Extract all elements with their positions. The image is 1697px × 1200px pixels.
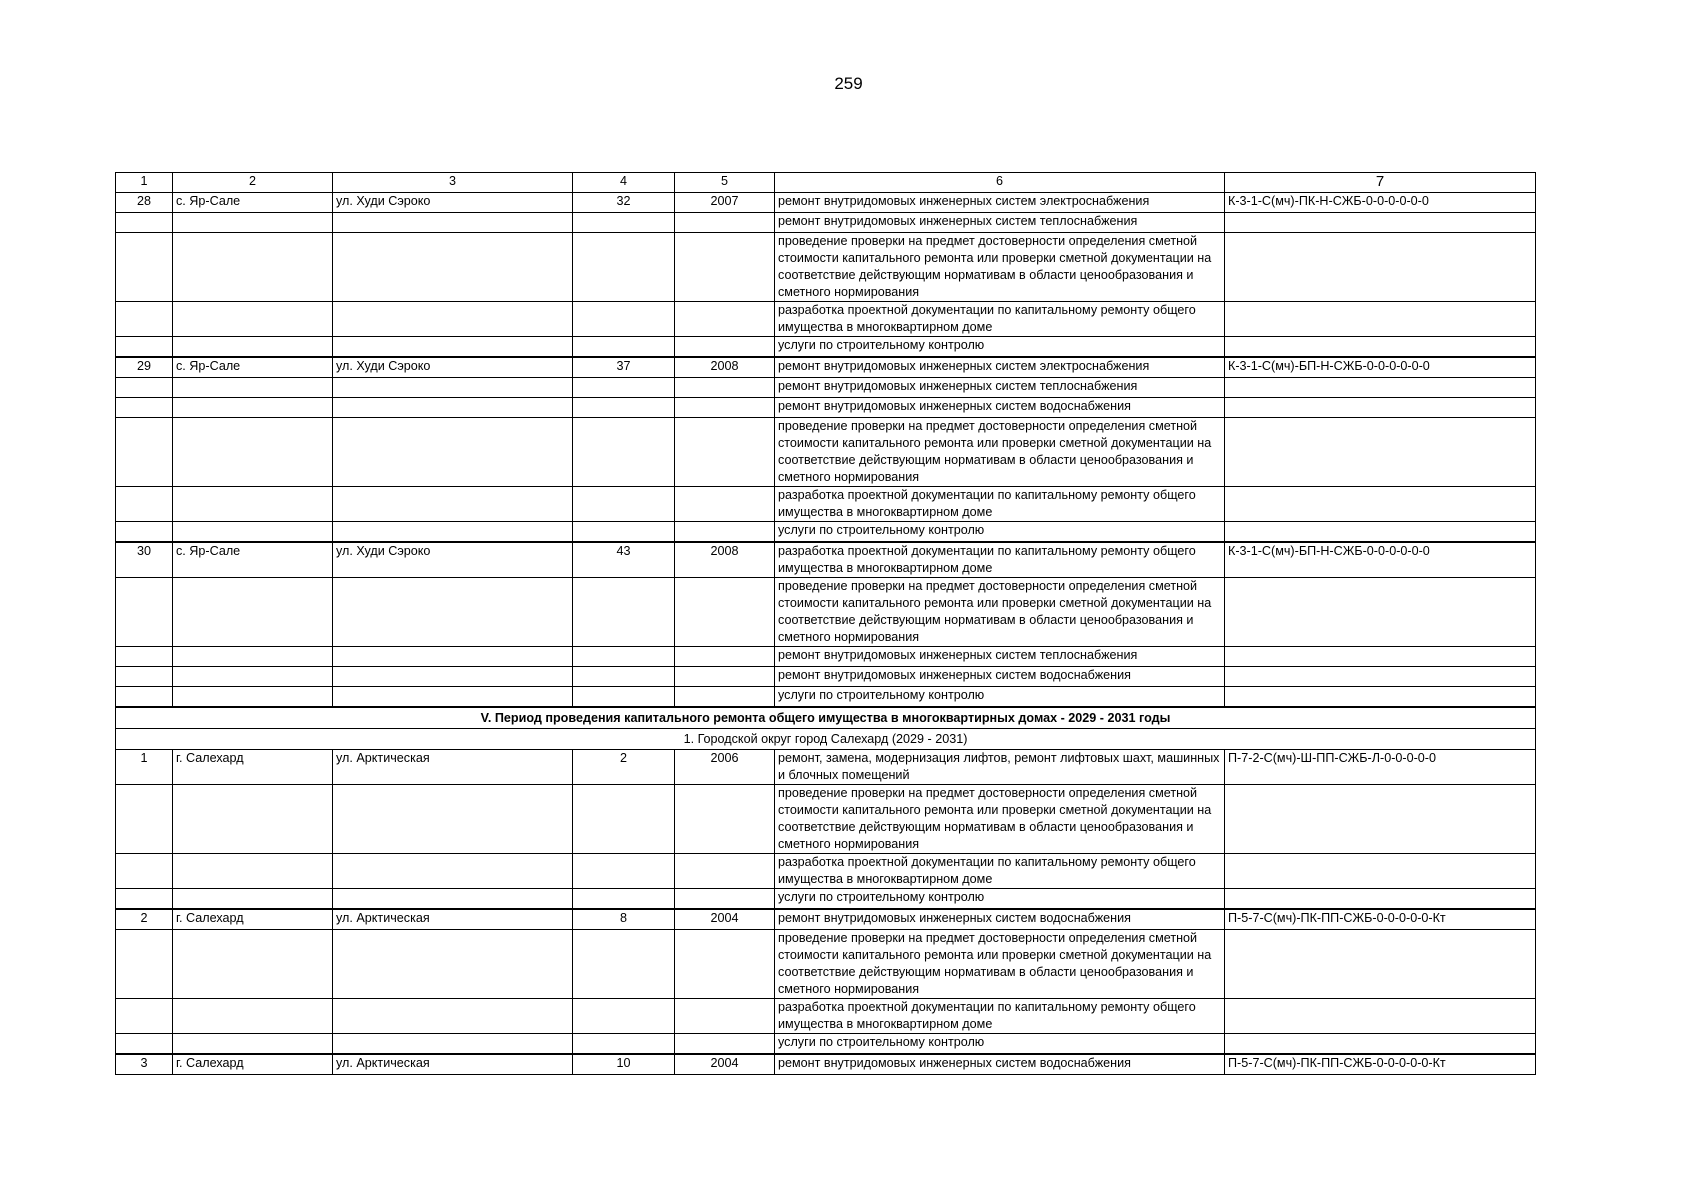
table-row — [116, 909, 1536, 930]
building-code-cell — [1225, 337, 1536, 358]
row-number-cell — [116, 667, 173, 687]
work-type-cell: проведение проверки на предмет достоверности определения сметной стоимости капитального ремонта или проверки сметной документации на соответствие действующим нормативам в области ценообразования и сметного нормирования — [775, 578, 1225, 647]
house-number-cell — [573, 999, 675, 1034]
house-number-cell: 37 — [573, 357, 675, 378]
column-header: 2 — [173, 173, 333, 193]
year-built-cell — [675, 522, 775, 543]
column-header: 7 — [1225, 173, 1536, 193]
table-row — [116, 193, 1536, 213]
house-number-cell — [573, 578, 675, 647]
column-header: 4 — [573, 173, 675, 193]
column-header: 3 — [333, 173, 573, 193]
locality-cell: с. Яр-Сале — [173, 193, 333, 213]
house-number-cell — [573, 1034, 675, 1055]
work-type-cell: разработка проектной документации по капитальному ремонту общего имущества в многоквартирном доме — [775, 999, 1225, 1034]
building-code-cell — [1225, 302, 1536, 337]
table-row — [116, 522, 1536, 543]
work-type-cell: услуги по строительному контролю — [775, 337, 1225, 358]
building-code-cell — [1225, 578, 1536, 647]
year-built-cell — [675, 667, 775, 687]
table-row — [116, 487, 1536, 522]
table-row — [116, 785, 1536, 854]
street-cell — [333, 854, 573, 889]
house-number-cell: 8 — [573, 909, 675, 930]
street-cell — [333, 785, 573, 854]
table-row — [116, 750, 1536, 785]
work-type-cell: услуги по строительному контролю — [775, 889, 1225, 910]
row-number-cell — [116, 378, 173, 398]
year-built-cell: 2006 — [675, 750, 775, 785]
row-number-cell — [116, 889, 173, 910]
street-cell: ул. Арктическая — [333, 750, 573, 785]
row-number-cell — [116, 647, 173, 667]
locality-cell — [173, 213, 333, 233]
building-code-cell — [1225, 522, 1536, 543]
work-type-cell: ремонт внутридомовых инженерных систем теплоснабжения — [775, 647, 1225, 667]
house-number-cell — [573, 930, 675, 999]
house-number-cell — [573, 889, 675, 910]
year-built-cell — [675, 785, 775, 854]
street-cell: ул. Арктическая — [333, 909, 573, 930]
table-row — [116, 418, 1536, 487]
street-cell — [333, 1034, 573, 1055]
row-number-cell — [116, 687, 173, 708]
work-type-cell: услуги по строительному контролю — [775, 1034, 1225, 1055]
street-cell — [333, 302, 573, 337]
building-code-cell: П-5-7-С(мч)-ПК-ПП-СЖБ-0-0-0-0-0-Кт — [1225, 1054, 1536, 1075]
table-row — [116, 542, 1536, 578]
house-number-cell — [573, 337, 675, 358]
work-type-cell: разработка проектной документации по капитальному ремонту общего имущества в многоквартирном доме — [775, 542, 1225, 578]
table-row — [116, 578, 1536, 647]
row-number-cell: 1 — [116, 750, 173, 785]
street-cell — [333, 398, 573, 418]
building-code-cell — [1225, 889, 1536, 910]
table-row — [116, 930, 1536, 999]
locality-cell — [173, 785, 333, 854]
locality-cell — [173, 378, 333, 398]
row-number-cell — [116, 398, 173, 418]
subsection-heading: 1. Городской округ город Салехард (2029 - 2031) — [116, 729, 1536, 750]
building-code-cell — [1225, 487, 1536, 522]
house-number-cell — [573, 487, 675, 522]
page-number: 259 — [834, 74, 863, 93]
row-number-cell — [116, 1034, 173, 1055]
work-type-cell: ремонт, замена, модернизация лифтов, ремонт лифтовых шахт, машинных и блочных помещений — [775, 750, 1225, 785]
work-type-cell: проведение проверки на предмет достоверности определения сметной стоимости капитального ремонта или проверки сметной документации на соответствие действующим нормативам в области ценообразования и сметного нормирования — [775, 930, 1225, 999]
row-number-cell — [116, 418, 173, 487]
locality-cell — [173, 687, 333, 708]
table-row — [116, 337, 1536, 358]
building-code-cell: К-3-1-С(мч)-ПК-Н-СЖБ-0-0-0-0-0-0 — [1225, 193, 1536, 213]
house-number-cell — [573, 302, 675, 337]
table-row — [116, 378, 1536, 398]
building-code-cell — [1225, 999, 1536, 1034]
building-code-cell — [1225, 418, 1536, 487]
row-number-cell — [116, 522, 173, 543]
year-built-cell — [675, 930, 775, 999]
column-header: 6 — [775, 173, 1225, 193]
house-number-cell — [573, 687, 675, 708]
table-row — [116, 302, 1536, 337]
street-cell — [333, 578, 573, 647]
street-cell — [333, 999, 573, 1034]
building-code-cell — [1225, 1034, 1536, 1055]
street-cell: ул. Арктическая — [333, 1054, 573, 1075]
house-number-cell — [573, 233, 675, 302]
street-cell: ул. Худи Сэроко — [333, 357, 573, 378]
street-cell — [333, 930, 573, 999]
year-built-cell — [675, 398, 775, 418]
locality-cell: с. Яр-Сале — [173, 357, 333, 378]
year-built-cell — [675, 854, 775, 889]
table-row — [116, 854, 1536, 889]
year-built-cell — [675, 1034, 775, 1055]
year-built-cell — [675, 578, 775, 647]
house-number-cell — [573, 522, 675, 543]
table-row — [116, 398, 1536, 418]
house-number-cell — [573, 785, 675, 854]
year-built-cell — [675, 487, 775, 522]
year-built-cell — [675, 378, 775, 398]
row-number-cell — [116, 213, 173, 233]
building-code-cell — [1225, 854, 1536, 889]
year-built-cell: 2004 — [675, 1054, 775, 1075]
street-cell — [333, 889, 573, 910]
row-number-cell — [116, 999, 173, 1034]
locality-cell — [173, 233, 333, 302]
year-built-cell: 2008 — [675, 542, 775, 578]
work-type-cell: разработка проектной документации по капитальному ремонту общего имущества в многоквартирном доме — [775, 487, 1225, 522]
row-number-cell: 29 — [116, 357, 173, 378]
locality-cell — [173, 578, 333, 647]
locality-cell — [173, 418, 333, 487]
work-type-cell: разработка проектной документации по капитальному ремонту общего имущества в многоквартирном доме — [775, 854, 1225, 889]
year-built-cell — [675, 418, 775, 487]
locality-cell — [173, 647, 333, 667]
building-code-cell — [1225, 930, 1536, 999]
column-header: 5 — [675, 173, 775, 193]
table-row — [116, 357, 1536, 378]
street-cell — [333, 233, 573, 302]
locality-cell — [173, 667, 333, 687]
street-cell — [333, 687, 573, 708]
work-type-cell: ремонт внутридомовых инженерных систем электроснабжения — [775, 193, 1225, 213]
street-cell — [333, 418, 573, 487]
locality-cell — [173, 487, 333, 522]
street-cell — [333, 667, 573, 687]
house-number-cell — [573, 378, 675, 398]
house-number-cell — [573, 213, 675, 233]
row-number-cell — [116, 785, 173, 854]
work-type-cell: ремонт внутридомовых инженерных систем электроснабжения — [775, 357, 1225, 378]
table-row — [116, 1054, 1536, 1075]
work-type-cell: услуги по строительному контролю — [775, 687, 1225, 708]
work-type-cell: проведение проверки на предмет достоверности определения сметной стоимости капитального ремонта или проверки сметной документации на соответствие действующим нормативам в области ценообразования и сметного нормирования — [775, 418, 1225, 487]
house-number-cell — [573, 667, 675, 687]
building-code-cell: П-5-7-С(мч)-ПК-ПП-СЖБ-0-0-0-0-0-Кт — [1225, 909, 1536, 930]
street-cell — [333, 213, 573, 233]
house-number-cell — [573, 647, 675, 667]
column-header: 1 — [116, 173, 173, 193]
section-heading-row — [116, 707, 1536, 729]
locality-cell — [173, 337, 333, 358]
locality-cell — [173, 1034, 333, 1055]
locality-cell — [173, 999, 333, 1034]
locality-cell — [173, 302, 333, 337]
year-built-cell — [675, 302, 775, 337]
work-type-cell: ремонт внутридомовых инженерных систем теплоснабжения — [775, 378, 1225, 398]
year-built-cell: 2007 — [675, 193, 775, 213]
work-type-cell: ремонт внутридомовых инженерных систем водоснабжения — [775, 398, 1225, 418]
year-built-cell — [675, 337, 775, 358]
locality-cell: г. Салехард — [173, 1054, 333, 1075]
work-type-cell: проведение проверки на предмет достоверности определения сметной стоимости капитального ремонта или проверки сметной документации на соответствие действующим нормативам в области ценообразования и сметного нормирования — [775, 233, 1225, 302]
work-type-cell: ремонт внутридомовых инженерных систем водоснабжения — [775, 909, 1225, 930]
work-type-cell: ремонт внутридомовых инженерных систем водоснабжения — [775, 1054, 1225, 1075]
street-cell — [333, 647, 573, 667]
house-number-cell — [573, 398, 675, 418]
table-row — [116, 687, 1536, 708]
table-row — [116, 233, 1536, 302]
row-number-cell — [116, 337, 173, 358]
work-type-cell: ремонт внутридомовых инженерных систем теплоснабжения — [775, 213, 1225, 233]
row-number-cell — [116, 578, 173, 647]
work-type-cell: услуги по строительному контролю — [775, 522, 1225, 543]
street-cell — [333, 337, 573, 358]
house-number-cell: 10 — [573, 1054, 675, 1075]
row-number-cell — [116, 854, 173, 889]
house-number-cell: 32 — [573, 193, 675, 213]
table-row — [116, 889, 1536, 910]
locality-cell — [173, 854, 333, 889]
building-code-cell: К-3-1-С(мч)-БП-Н-СЖБ-0-0-0-0-0-0 — [1225, 357, 1536, 378]
house-number-cell — [573, 418, 675, 487]
year-built-cell: 2004 — [675, 909, 775, 930]
row-number-cell: 30 — [116, 542, 173, 578]
year-built-cell — [675, 999, 775, 1034]
column-number-header — [116, 173, 1536, 193]
house-number-cell: 2 — [573, 750, 675, 785]
street-cell — [333, 378, 573, 398]
street-cell — [333, 487, 573, 522]
table-row — [116, 999, 1536, 1034]
building-code-cell — [1225, 378, 1536, 398]
table-row — [116, 213, 1536, 233]
building-code-cell: К-3-1-С(мч)-БП-Н-СЖБ-0-0-0-0-0-0 — [1225, 542, 1536, 578]
street-cell: ул. Худи Сэроко — [333, 193, 573, 213]
locality-cell: г. Салехард — [173, 750, 333, 785]
row-number-cell — [116, 930, 173, 999]
row-number-cell: 28 — [116, 193, 173, 213]
locality-cell — [173, 889, 333, 910]
capital-repair-table — [115, 172, 1536, 1075]
house-number-cell: 43 — [573, 542, 675, 578]
house-number-cell — [573, 854, 675, 889]
year-built-cell — [675, 233, 775, 302]
building-code-cell — [1225, 233, 1536, 302]
table-row — [116, 647, 1536, 667]
work-type-cell: проведение проверки на предмет достоверности определения сметной стоимости капитального ремонта или проверки сметной документации на соответствие действующим нормативам в области ценообразования и сметного нормирования — [775, 785, 1225, 854]
building-code-cell — [1225, 398, 1536, 418]
locality-cell — [173, 398, 333, 418]
building-code-cell — [1225, 687, 1536, 708]
row-number-cell — [116, 302, 173, 337]
building-code-cell — [1225, 647, 1536, 667]
year-built-cell — [675, 213, 775, 233]
row-number-cell — [116, 233, 173, 302]
locality-cell: с. Яр-Сале — [173, 542, 333, 578]
year-built-cell — [675, 687, 775, 708]
building-code-cell — [1225, 785, 1536, 854]
table-row — [116, 1034, 1536, 1055]
locality-cell: г. Салехард — [173, 909, 333, 930]
year-built-cell — [675, 647, 775, 667]
year-built-cell — [675, 889, 775, 910]
building-code-cell — [1225, 667, 1536, 687]
work-type-cell: ремонт внутридомовых инженерных систем водоснабжения — [775, 667, 1225, 687]
locality-cell — [173, 930, 333, 999]
table-row — [116, 667, 1536, 687]
section-heading: V. Период проведения капитального ремонта общего имущества в многоквартирных домах - 2029 - 2031 годы — [116, 707, 1536, 729]
subsection-heading-row — [116, 729, 1536, 750]
locality-cell — [173, 522, 333, 543]
row-number-cell: 3 — [116, 1054, 173, 1075]
year-built-cell: 2008 — [675, 357, 775, 378]
building-code-cell: П-7-2-С(мч)-Ш-ПП-СЖБ-Л-0-0-0-0-0 — [1225, 750, 1536, 785]
work-type-cell: разработка проектной документации по капитальному ремонту общего имущества в многоквартирном доме — [775, 302, 1225, 337]
row-number-cell: 2 — [116, 909, 173, 930]
row-number-cell — [116, 487, 173, 522]
table-body — [116, 193, 1536, 1075]
street-cell: ул. Худи Сэроко — [333, 542, 573, 578]
street-cell — [333, 522, 573, 543]
building-code-cell — [1225, 213, 1536, 233]
